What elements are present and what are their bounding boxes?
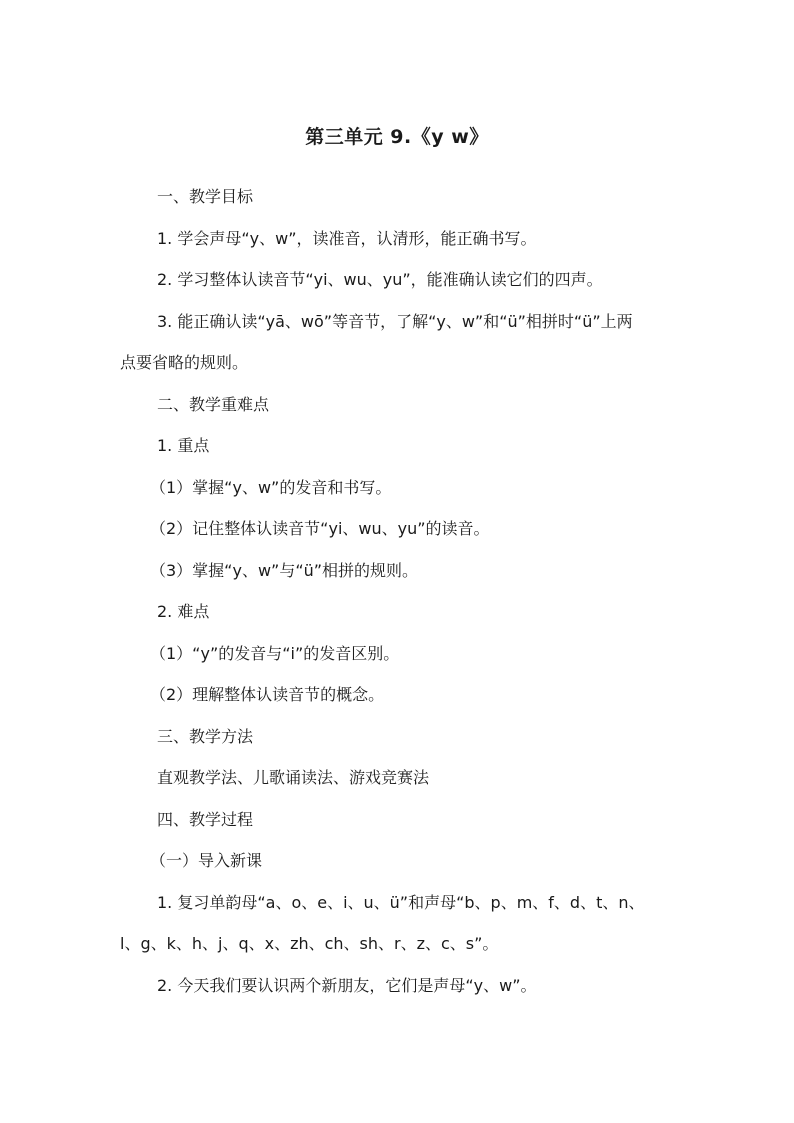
page-title: 第三单元 9.《y w》 — [305, 126, 489, 148]
methods-list: 直观教学法、儿歌诵读法、游戏竞赛法 — [157, 768, 430, 787]
key-point-2: （2）记住整体认读音节“yi、wu、yu”的读音。 — [150, 519, 490, 538]
difficulty-1: （1）“y”的发音与“i”的发音区别。 — [150, 644, 400, 663]
section-heading-methods: 三、教学方法 — [157, 727, 254, 746]
objective-3: 3. 能正确认读“yā、wō”等音节，了解“y、w”和“ü”相拼时“ü”上两 — [157, 312, 633, 331]
objective-3-continued: 点要省略的规则。 — [120, 353, 249, 372]
section-heading-process: 四、教学过程 — [157, 810, 254, 829]
key-point-1: （1）掌握“y、w”的发音和书写。 — [150, 478, 392, 497]
section-heading-key-points: 二、教学重难点 — [157, 395, 270, 414]
objective-2: 2. 学习整体认读音节“yi、wu、yu”，能准确认读它们的四声。 — [157, 270, 603, 289]
difficulties-heading: 2. 难点 — [157, 602, 210, 621]
section-heading-objectives: 一、教学目标 — [157, 187, 254, 206]
difficulty-2: （2）理解整体认读音节的概念。 — [150, 685, 385, 704]
process-item-1: 1. 复习单韵母“a、o、e、i、u、ü”和声母“b、p、m、f、d、t、n、 — [157, 893, 645, 912]
process-item-2: 2. 今天我们要认识两个新朋友，它们是声母“y、w”。 — [157, 976, 537, 995]
key-points-heading: 1. 重点 — [157, 436, 210, 455]
objective-1: 1. 学会声母“y、w”，读准音，认清形，能正确书写。 — [157, 229, 537, 248]
key-point-3: （3）掌握“y、w”与“ü”相拼的规则。 — [150, 561, 419, 580]
process-step-intro: （一）导入新课 — [150, 851, 263, 870]
process-item-1-continued: l、g、k、h、j、q、x、zh、ch、sh、r、z、c、s”。 — [120, 934, 499, 953]
